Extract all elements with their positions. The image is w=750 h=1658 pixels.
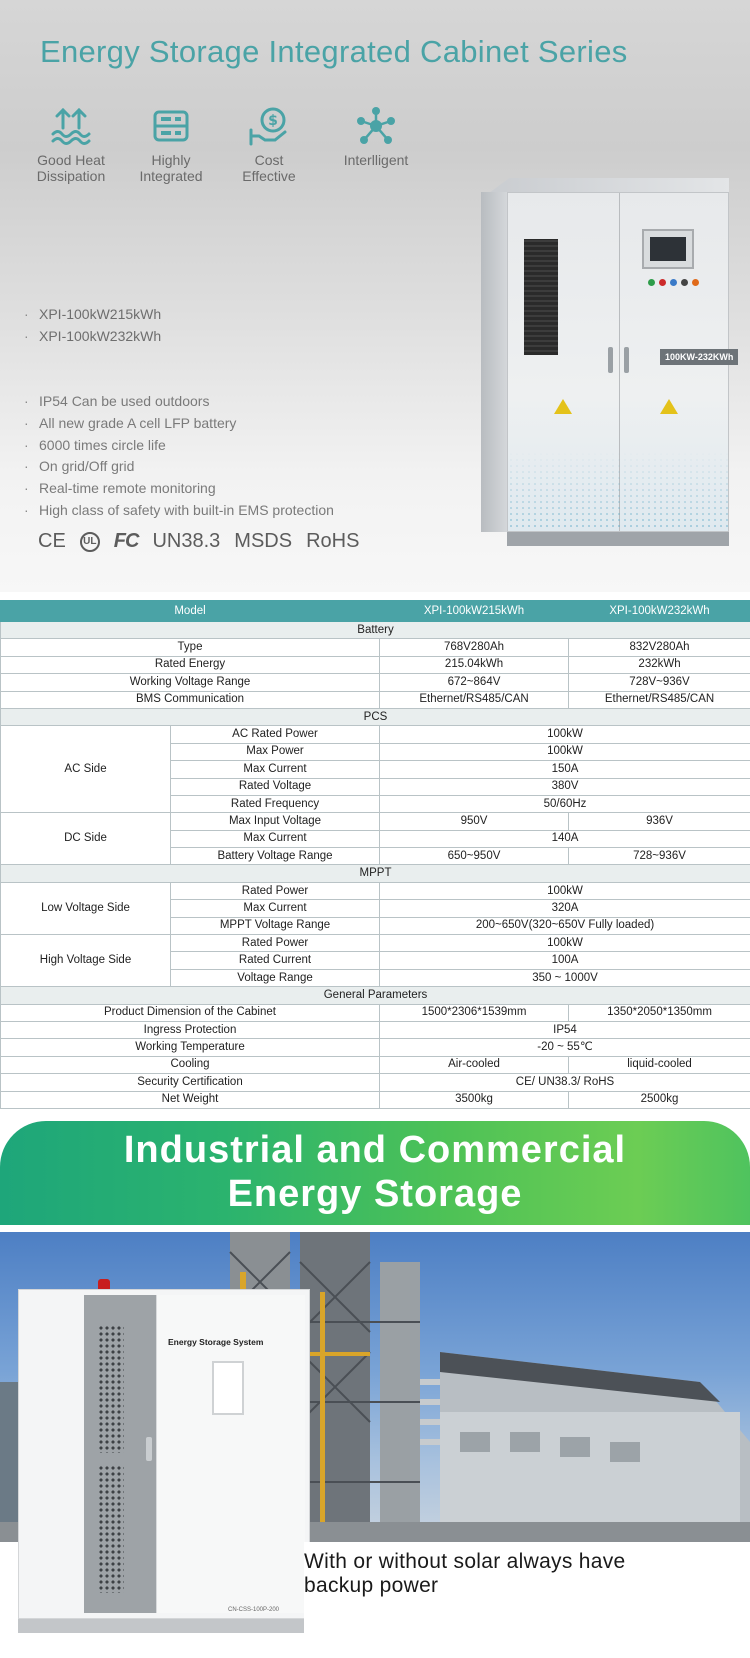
cell-value: 100kW xyxy=(380,935,750,952)
row-label: BMS Communication xyxy=(1,691,380,708)
banner-title-line1: Industrial and Commercial xyxy=(123,1129,627,1171)
row-label: MPPT Voltage Range xyxy=(171,917,380,934)
cell-value: Ethernet/RS485/CAN xyxy=(569,691,750,708)
table-row xyxy=(1,882,750,899)
row-label: AC Rated Power xyxy=(171,726,380,743)
table-row xyxy=(1,813,750,830)
model-item: · XPI-100kW215kWh xyxy=(24,303,161,325)
cell-value: CE/ UN38.3/ RoHS xyxy=(380,1074,750,1091)
row-label: Working Voltage Range xyxy=(1,674,380,691)
cell-value: 380V xyxy=(380,778,750,795)
feature-label: Cost xyxy=(254,152,284,168)
feature-label: Integrated xyxy=(139,168,203,184)
feature-cost-effective xyxy=(224,106,314,184)
table-row xyxy=(1,1021,750,1038)
table-header xyxy=(1,601,750,622)
feature-label: Interlligent xyxy=(343,152,409,168)
cabinet-brand-text: Energy Storage System xyxy=(168,1337,264,1347)
status-panel xyxy=(212,1361,244,1415)
hero-section xyxy=(0,0,750,592)
fc-mark: FC xyxy=(113,530,139,552)
cell-value: 100kW xyxy=(380,743,750,760)
cell-value: 728~936V xyxy=(569,848,750,865)
table-row xyxy=(1,674,750,691)
cell-value: 100A xyxy=(380,952,750,969)
row-label: Voltage Range xyxy=(171,969,380,986)
cell-value: 140A xyxy=(380,830,750,847)
feature-bullets xyxy=(24,391,334,522)
feature-label: Good Heat xyxy=(37,152,105,168)
warning-icon xyxy=(660,399,678,414)
section-banner xyxy=(0,1121,750,1225)
cell-value: 50/60Hz xyxy=(380,795,750,812)
row-label: Rated Frequency xyxy=(171,795,380,812)
feature-label: Effective xyxy=(242,168,296,184)
feature-label: Dissipation xyxy=(36,168,106,184)
cabinet-image xyxy=(481,178,734,546)
row-label: Rated Voltage xyxy=(171,778,380,795)
row-label: Rated Energy xyxy=(1,656,380,673)
row-label: Type xyxy=(1,639,380,656)
cabinet-serial: CN-CSS-100P-200 xyxy=(228,1607,280,1613)
row-label: Rated Power xyxy=(171,935,380,952)
row-label: Rated Power xyxy=(171,882,380,899)
cabinet-label: 100KW-232KWh xyxy=(660,349,738,365)
bullet-item: · High class of safety with built-in EMS protection xyxy=(24,500,334,522)
page-title: Energy Storage Integrated Cabinet Series xyxy=(40,34,628,69)
energy-storage-cabinet-image xyxy=(18,1289,310,1634)
bullet-item: · 6000 times circle life xyxy=(24,435,334,457)
cell-value: 320A xyxy=(380,900,750,917)
row-label: Ingress Protection xyxy=(1,1021,380,1038)
un38-mark: UN38.3 xyxy=(152,530,221,552)
msds-mark: MSDS xyxy=(234,530,293,552)
feature-integrated xyxy=(126,106,216,184)
header-model-1: XPI-100kW215kWh xyxy=(380,601,569,622)
cell-value: 936V xyxy=(569,813,750,830)
bullet-item: · Real-time remote monitoring xyxy=(24,478,334,500)
feature-intelligent xyxy=(330,106,422,168)
heat-dissipation-icon xyxy=(49,106,93,146)
row-label: Net Weight xyxy=(1,1091,380,1108)
feature-label: Highly xyxy=(151,152,191,168)
cell-value: liquid-cooled xyxy=(569,1056,750,1073)
cell-value: IP54 xyxy=(380,1021,750,1038)
row-label: Max Current xyxy=(171,900,380,917)
table-row xyxy=(1,691,750,708)
intelligent-icon xyxy=(354,106,398,146)
table-row xyxy=(1,726,750,743)
feature-heat-dissipation xyxy=(26,106,116,184)
row-label: Max Current xyxy=(171,761,380,778)
header-model-2: XPI-100kW232kWh xyxy=(569,601,750,622)
integrated-icon xyxy=(149,106,193,146)
cell-value: 832V280Ah xyxy=(569,639,750,656)
section-pcs: PCS xyxy=(1,708,750,725)
beacon-light xyxy=(98,1279,110,1289)
cell-value: 672~864V xyxy=(380,674,569,691)
table-row xyxy=(1,639,750,656)
certification-logos xyxy=(38,530,359,553)
row-label: Working Temperature xyxy=(1,1039,380,1056)
section-row xyxy=(1,708,750,725)
cell-value: 150A xyxy=(380,761,750,778)
cell-value: 100kW xyxy=(380,726,750,743)
cell-value: Air-cooled xyxy=(380,1056,569,1073)
cell-value: 350 ~ 1000V xyxy=(380,969,750,986)
group-label: High Voltage Side xyxy=(1,935,171,987)
cell-value: -20 ~ 55℃ xyxy=(380,1039,750,1056)
cell-value: 100kW xyxy=(380,882,750,899)
row-label: Cooling xyxy=(1,1056,380,1073)
cell-value: 728V~936V xyxy=(569,674,750,691)
model-list xyxy=(24,303,161,347)
bullet-item: · IP54 Can be used outdoors xyxy=(24,391,334,413)
model-item: · XPI-100kW232kWh xyxy=(24,325,161,347)
svg-text:$: $ xyxy=(268,113,278,129)
row-label: Max Current xyxy=(171,830,380,847)
table-row xyxy=(1,656,750,673)
table-row xyxy=(1,1004,750,1021)
cell-value: 3500kg xyxy=(380,1091,569,1108)
hmi-screen xyxy=(642,229,694,269)
table-row xyxy=(1,1074,750,1091)
table-row xyxy=(1,1091,750,1108)
cost-effective-icon xyxy=(247,106,291,146)
cell-value: 2500kg xyxy=(569,1091,750,1108)
cell-value: 215.04kWh xyxy=(380,656,569,673)
control-buttons xyxy=(648,279,699,286)
table-row xyxy=(1,935,750,952)
row-label: Product Dimension of the Cabinet xyxy=(1,1004,380,1021)
spec-table xyxy=(0,600,750,1109)
warning-icon xyxy=(554,399,572,414)
vent-grill xyxy=(524,239,558,355)
section-general: General Parameters xyxy=(1,987,750,1004)
caption-box xyxy=(304,1542,750,1658)
row-label: Security Certification xyxy=(1,1074,380,1091)
section-mppt: MPPT xyxy=(1,865,750,882)
bullet-item: · On grid/Off grid xyxy=(24,456,334,478)
section-battery: Battery xyxy=(1,622,750,639)
row-label: Rated Current xyxy=(171,952,380,969)
cell-value: 650~950V xyxy=(380,848,569,865)
cell-value: 1350*2050*1350mm xyxy=(569,1004,750,1021)
cell-value: 232kWh xyxy=(569,656,750,673)
table-row xyxy=(1,1056,750,1073)
row-label: Max Power xyxy=(171,743,380,760)
table-row xyxy=(1,1039,750,1056)
caption-line: With or without solar always have xyxy=(304,1550,626,1573)
row-label: Battery Voltage Range xyxy=(171,848,380,865)
ce-mark: CE xyxy=(38,530,66,552)
caption-line: backup power xyxy=(304,1574,439,1597)
section-row xyxy=(1,865,750,882)
section-row xyxy=(1,622,750,639)
header-model: Model xyxy=(1,601,380,622)
group-label: DC Side xyxy=(1,813,171,865)
bullet-item: · All new grade A cell LFP battery xyxy=(24,413,334,435)
cell-value: Ethernet/RS485/CAN xyxy=(380,691,569,708)
banner-title-line2: Energy Storage xyxy=(227,1173,523,1215)
cell-value: 768V280Ah xyxy=(380,639,569,656)
section-row xyxy=(1,987,750,1004)
group-label: Low Voltage Side xyxy=(1,882,171,934)
row-label: Max Input Voltage xyxy=(171,813,380,830)
rohs-mark: RoHS xyxy=(306,530,360,552)
cell-value: 950V xyxy=(380,813,569,830)
cell-value: 1500*2306*1539mm xyxy=(380,1004,569,1021)
group-label: AC Side xyxy=(1,726,171,813)
ul-mark: UL xyxy=(80,532,100,552)
cell-value: 200~650V(320~650V Fully loaded) xyxy=(380,917,750,934)
